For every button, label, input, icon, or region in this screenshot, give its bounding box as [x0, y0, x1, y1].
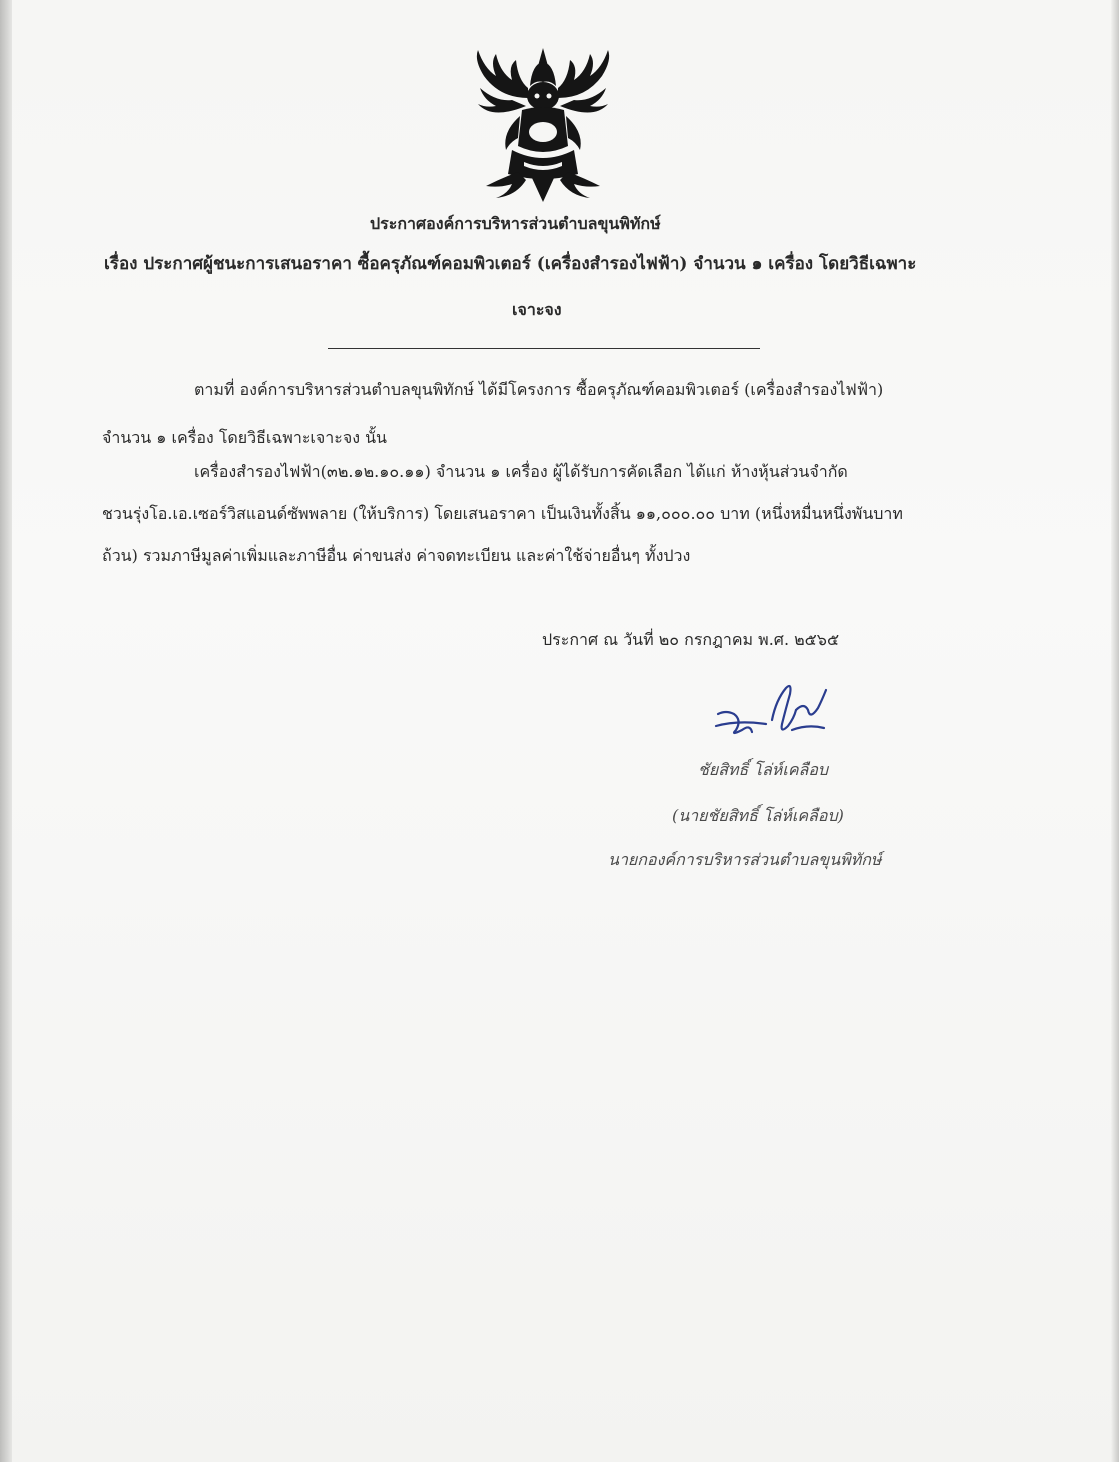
body-paragraph-2-line-2: ชวนรุ่งโอ.เอ.เซอร์วิสแอนด์ซัพพลาย (ให้บริการ) โดยเสนอราคา เป็นเงินทั้งสิ้น ๑๑,๐๐๐.๐๐ บาท (หนึ่งหมื่นหนึ่งพันบาท — [102, 504, 903, 523]
body-paragraph-2-line-3: ถ้วน) รวมภาษีมูลค่าเพิ่มและภาษีอื่น ค่าขนส่ง ค่าจดทะเบียน และค่าใช้จ่ายอื่นๆ ทั้งปวง — [102, 546, 691, 565]
document-title: ประกาศองค์การบริหารส่วนตำบลขุนพิทักษ์ — [370, 214, 661, 233]
page-shadow-left — [0, 0, 12, 1462]
body-paragraph-1-line-2: จำนวน ๑ เครื่อง โดยวิธีเฉพาะเจาะจง นั้น — [102, 428, 387, 447]
announcement-date: ประกาศ ณ วันที่ ๒๐ กรกฎาคม พ.ศ. ๒๕๖๕ — [542, 630, 840, 649]
body-paragraph-1-line-1: ตามที่ องค์การบริหารส่วนตำบลขุนพิทักษ์ ได้มีโครงการ ซื้อครุภัณฑ์คอมพิวเตอร์ (เครื่องสำรองไฟฟ้า) — [194, 380, 884, 399]
handwritten-signature-icon — [712, 680, 842, 750]
signer-name: ชัยสิทธิ์ โล่ห์เคลือบ — [698, 760, 829, 779]
header-divider — [328, 348, 760, 349]
signer-full-name: (นายชัยสิทธิ์ โล่ห์เคลือบ) — [672, 806, 844, 825]
garuda-emblem-icon — [462, 46, 624, 202]
page-shadow-right — [1111, 0, 1119, 1462]
subject-continuation: เจาะจง — [512, 300, 562, 319]
subject-line: เรื่อง ประกาศผู้ชนะการเสนอราคา ซื้อครุภัณฑ์คอมพิวเตอร์ (เครื่องสำรองไฟฟ้า) จำนวน ๑ เครื่อง โดยวิธีเฉพาะ — [104, 254, 917, 274]
signer-position: นายกองค์การบริหารส่วนตำบลขุนพิทักษ์ — [608, 850, 882, 869]
body-paragraph-2-line-1: เครื่องสำรองไฟฟ้า(๓๒.๑๒.๑๐.๑๑) จำนวน ๑ เครื่อง ผู้ได้รับการคัดเลือก ได้แก่ ห้างหุ้นส่วนจำกัด — [194, 462, 848, 481]
